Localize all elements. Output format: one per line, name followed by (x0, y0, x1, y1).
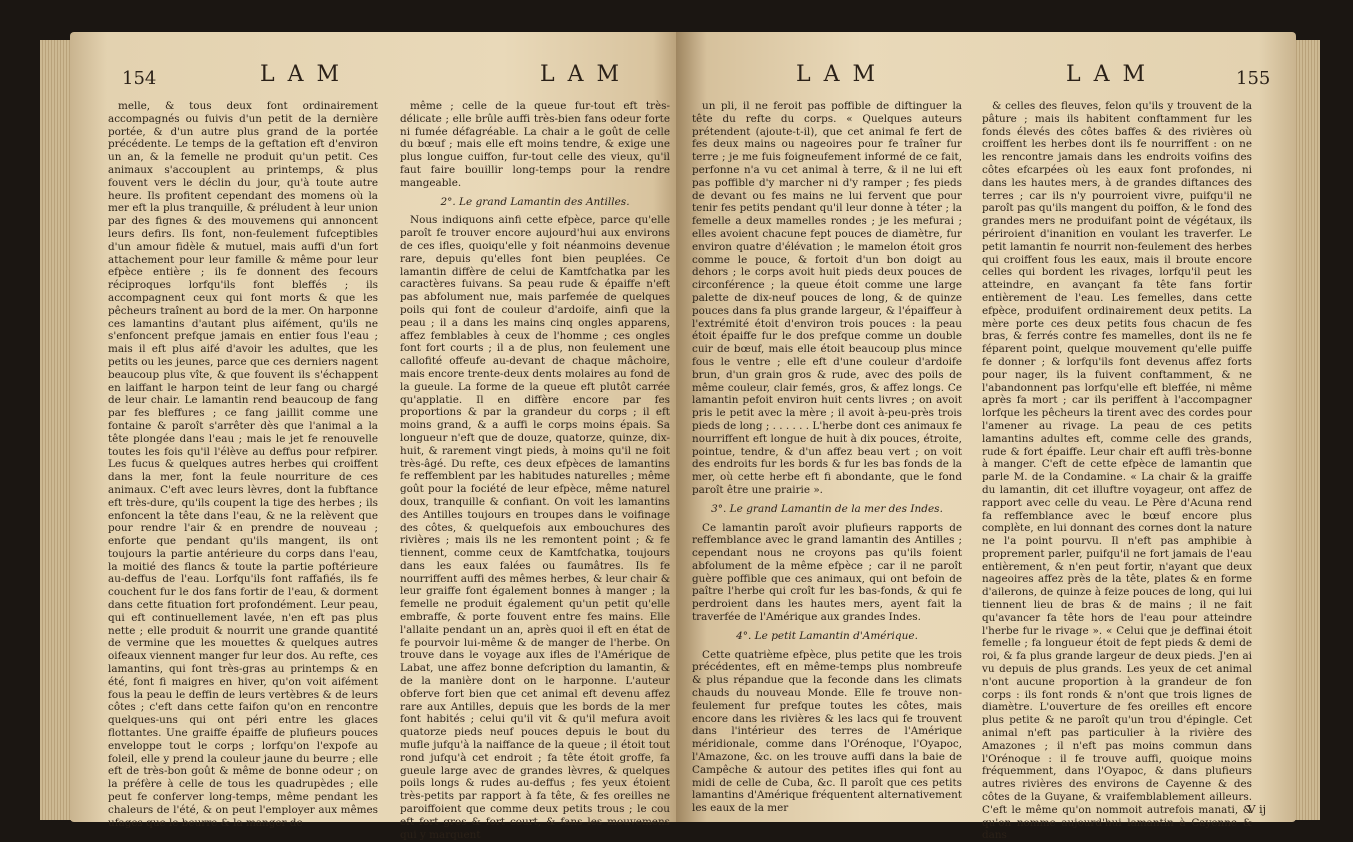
running-head-left: L A M (796, 62, 879, 87)
paragraph: Ce lamantin paroît avoir plufieurs rapports de reffemblance avec le grand lamantin des Antilles ; cependant nous ne croyons pas qu'ils foient abfolument de la même efpèce ; car il ne paroît guère poffible que ces animaux, qui ont befoin de paître l'herbe qui croît fur les bas-fonds, & qui fe perdroient dans les hautes mers, ayent fait la traverfée de l'Amérique aux grandes Indes. (692, 521, 962, 624)
text-column-2 (982, 100, 1252, 842)
section-heading: 3°. Le grand Lamantin de la mer des Indes. (711, 502, 943, 515)
paragraph: melle, & tous deux font ordinairement accompagnés ou fuivis d'un petit de la dernière portée, & d'un autre plus grand de la portée précédente. Le temps de la geftation eft d'environ un an, & la femelle ne produit qu'un petit. Ces animaux s'accouplent au printemps, & plus fouvent vers le déclin du jour, qu'à toute autre heure. Ils profitent cependant des momens où la mer eft la plus tranquille, & préludent à leur union par des fignes & des mouvemens qui annoncent leurs defirs. Ils font, non-feulement fufceptibles d'un amour fidèle & mutuel, mais auffi d'un fort attachement pour leur famille & même pour leur efpèce entière ; ils fe donnent des fecours réciproques lorfqu'ils font bleffés ; ils accompagnent ceux qui font morts & que les pêcheurs traînent au bord de la mer. On harponne ces lamantins d'autant plus aifément, qu'ils ne s'enfoncent prefque jamais en entier fous l'eau ; mais il eft plus aifé d'avoir les adultes, que les petits ou les jeunes, parce que ces derniers nagent beaucoup plus vîte, & que fouvent ils s'échappent en laiffant le harpon teint de leur fang ou chargé de leur chair. Le lamantin rend beaucoup de fang par fes bleffures ; ce fang jaillit comme une fontaine & paroît s'arrêter dès que l'animal a la tête plongée dans l'eau ; mais le jet fe renouvelle toutes les fois qu'il l'élève au deffus pour refpirer. Les fucus & quelques autres herbes qui croiffent dans la mer, font la feule nourriture de ces animaux. C'eft avec leurs lèvres, dont la fubftance eft très-dure, qu'ils coupent la tige des herbes ; ils enfoncent la tête dans l'eau, & ne la relèvent que pour rendre l'air & en prendre de nouveau ; enforte que pendant qu'ils mangent, ils ont toujours la partie antérieure du corps dans l'eau, la moitié des flancs & toute la partie poftérieure au-deffus de l'eau. Lorfqu'ils font raffafiés, ils fe couchent fur le dos fans fortir de l'eau, & dorment dans cette fituation fort profondément. Leur peau, qui eft continuellement lavée, n'en eft pas plus nette ; elle produit & nourrit une grande quantité de vermine que les mouettes & quelques autres oifeaux viennent manger fur leur dos. Au refte, ces lamantins, qui font très-gras au printemps & en été, font fi maigres en hiver, qu'on voit aifément fous la peau le deffin de leurs vertèbres & de leurs côtes ; c'eft dans cette faifon qu'on en rencontre quelques-uns qui ont péri entre les glaces flottantes. Une graiffe épaiffe de plufieurs pouces enveloppe tout le corps ; lorfqu'on l'expofe au foleil, elle y prend la couleur jaune du beurre ; elle eft de très-bon goût & même de bonne odeur ; on la préfère à celle de tous les quadrupèdes ; elle peut fe conferver long-temps, même pendant les chaleurs de l'été, & on peut l'employer aux mêmes ufages que le beurre & la manger de (108, 100, 378, 829)
page-number: 154 (122, 68, 157, 89)
paragraph: même ; celle de la queue fur-tout eft très-délicate ; elle brûle auffi très-bien fans odeur forte ni fumée défagréable. La chair a le goût de celle du bœuf ; mais elle eft moins tendre, & exige une plus longue cuiffon, fur-tout celle des vieux, qu'il faut faire bouillir long-temps pour la rendre mangeable. (400, 100, 670, 189)
text-column-2 (400, 100, 670, 841)
text-column-1 (692, 100, 962, 815)
running-head-right: L A M (1066, 62, 1149, 87)
paragraph: Cette quatrième efpèce, plus petite que les trois précédentes, eft en même-temps plus nombreufe & plus répandue que la feconde dans les climats chauds du nouveau Monde. Elle fe trouve non-feulement fur prefque toutes les côtes, mais encore dans les rivières & les lacs qui fe trouvent dans l'intérieur des terres de l'Amérique méridionale, comme dans l'Orénoque, l'Oyapoc, l'Amazone, &c. on les trouve auffi dans la baie de Campêche & autour des petites ifles qui font au midi de celle de Cuba, &c. Il paroît que ces petits lamantins d'Amérique fréquentent alternativement les eaux de la mer (692, 648, 962, 815)
section-heading: 4°. Le petit Lamantin d'Amérique. (736, 629, 918, 642)
page-number: 155 (1236, 68, 1271, 89)
right-page (676, 32, 1296, 842)
running-head-right: L A M (540, 62, 623, 87)
section-heading: 2°. Le grand Lamantin des Antilles. (440, 195, 630, 208)
signature-mark: V ij (1247, 803, 1266, 816)
open-book (40, 22, 1320, 842)
paragraph: un pli, il ne feroit pas poffible de diftinguer la tête du refte du corps. « Quelques auteurs prétendent (ajoute-t-il), que cet animal fe fert de fes deux mains ou nageoires pour fe traîner fur terre ; je me fuis foigneufement informé de ce fait, perfonne n'a vu cet animal à terre, & il ne lui eft pas poffible d'y marcher ni d'y ramper ; fes pieds de devant ou fes mains ne lui fervent que pour tenir fes petits pendant qu'il leur donne à téter ; la femelle a deux mamelles rondes ; je les mefurai ; elles avoient chacune fept pouces de diamètre, fur environ quatre d'élévation ; le mamelon étoit gros comme le pouce, & fortoit d'un bon doigt au dehors ; le corps avoit huit pieds deux pouces de circonférence ; la queue étoit comme une large palette de dix-neuf pouces de long, & de quinze pouces dans fa plus grande largeur, & l'épaiffeur à l'extrémité étoit d'environ trois pouces : la peau étoit épaiffe fur le dos prefque comme un double cuir de bœuf, mais elle étoit beaucoup plus mince fous le ventre ; elle eft d'une couleur d'ardoife brun, d'un grain gros & rude, avec des poils de même couleur, clair femés, gros, & affez longs. Ce lamantin pefoit environ huit cents livres ; on avoit pris le petit avec la mère ; il avoit à-peu-près trois pieds de long ; . . . . . . L'herbe dont ces animaux fe nourriffent eft longue de huit à dix pouces, étroite, pointue, tendre, & d'un affez beau vert ; on voit des endroits fur les bords & fur les bas fonds de la mer, où cette herbe eft fi abondante, que le fond paroît être une prairie ». (692, 100, 962, 496)
paragraph: & celles des fleuves, felon qu'ils y trouvent de la pâture ; mais ils habitent conftamment fur les fonds élevés des côtes baffes & des rivières où croiffent les herbes dont ils fe nourriffent : on ne les rencontre jamais dans les endroits voifins des côtes efcarpées où les eaux font profondes, ni dans les hautes mers, à de grandes diftances des terres ; car ils n'y pourroient vivre, puifqu'il ne paroît pas qu'ils mangent du poiffon, & le fond des grandes mers ne produifant point de végétaux, ils périroient d'inanition en voulant les traverfer. Le petit lamantin fe nourrit non-feulement des herbes qui croiffent fous les eaux, mais il broute encore celles qui bordent les rivages, lorfqu'il peut les atteindre, en avançant fa tête fans fortir entièrement de l'eau. Les femelles, dans cette efpèce, produifent ordinairement deux petits. La mère porte ces deux petits fous chacun de fes bras, & ferrés contre fes mamelles, dont ils ne fe féparent point, quelque mouvement qu'elle puiffe fe donner ; & lorfqu'ils font devenus affez forts pour nager, ils la fuivent conftamment, & ne l'abandonnent pas lorfqu'elle eft bleffée, ni même après fa mort ; car ils periffent à l'accompagner lorfque les pêcheurs la tirent avec des cordes pour l'amener au rivage. La peau de ces petits lamantins adultes eft, comme celle des grands, rude & fort épaiffe. Leur chair eft auffi très-bonne à manger. C'eft de cette efpèce de lamantin que parle M. de la Condamine. « La chair & la graiffe du lamantin, dit cet illuftre voyageur, ont affez de rapport avec celle du veau. Le Père d'Acuna rend fa reffemblance avec le bœuf encore plus complète, en lui donnant des cornes dont la nature ne l'a point pourvu. Il n'eft pas amphibie à proprement parler, puifqu'il ne fort jamais de l'eau entièrement, & n'en peut fortir, n'ayant que deux nageoires affez près de la tête, plates & en forme d'ailerons, de quinze à feize pouces de long, qui lui tiennent lieu de bras & de mains ; il ne fait qu'avancer fa tête hors de l'eau pour atteindre l'herbe fur le rivage ». « Celui que je deffinai étoit femelle ; fa longueur étoit de fept pieds & demi de roi, & fa plus grande largeur de deux pieds. J'en ai vu depuis de plus grands. Les yeux de cet animal n'ont aucune proportion à la grandeur de fon corps : ils font ronds & n'ont que trois lignes de diamètre. L'ouverture de fes oreilles eft encore plus petite & ne paroît qu'un trou d'épingle. Cet animal n'eft pas particulier à la rivière des Amazones ; il n'eft pas moins commun dans l'Orénoque : il fe trouve auffi, quoique moins fréquemment, dans l'Oyapoc, & dans plufieurs autres rivières des environs de Cayenne & des côtes de la Guyane, & vraifemblablement ailleurs. C'eft le même qu'on nommoit autrefois manati, & qu'on nomme aujourd'hui lamantin à Cayenne & dans (982, 100, 1252, 842)
text-column-1 (108, 100, 378, 829)
running-head-left: L A M (260, 62, 343, 87)
page-edges-left (40, 40, 72, 820)
paragraph: Nous indiquons ainfi cette efpèce, parce qu'elle paroît fe trouver encore aujourd'hui aux environs de ces ifles, quoiqu'elle y foit néanmoins devenue rare, depuis qu'elles font bien peuplées. Ce lamantin diffère de celui de Kamtfchatka par les caractères fuivans. Sa peau rude & épaiffe n'eft pas abfolument nue, mais parfemée de quelques poils qui font de couleur d'ardoife, ainfi que la peau ; il a dans les mains cinq ongles apparens, affez femblables à ceux de l'homme ; ces ongles font fort courts ; il a de plus, non feulement une callofité offeufe au-devant de chaque mâchoire, mais encore trente-deux dents molaires au fond de la gueule. La forme de la queue eft plutôt carrée qu'applatie. Il en diffère encore par fes proportions & par la grandeur du corps ; il eft moins grand, & a auffi le corps moins épais. Sa longueur n'eft que de douze, quatorze, quinze, dix-huit, & rarement vingt pieds, à moins qu'il ne foit très-âgé. Du refte, ces deux efpèces de lamantins fe reffemblent par les habitudes naturelles ; même goût pour la fociété de leur efpèce, même naturel doux, tranquille & confiant. On voit les lamantins des Antilles toujours en troupes dans le voifinage des côtes, & quelquefois aux embouchures des rivières ; mais ils ne les remontent point ; & fe tiennent, comme ceux de Kamtfchatka, toujours dans les eaux falées ou faumâtres. Ils fe nourriffent auffi des mêmes herbes, & leur chair & leur graiffe font également bonnes à manger ; la femelle ne produit également qu'un petit qu'elle embraffe, & porte fouvent entre fes mains. Elle l'allaite pendant un an, après quoi il eft en état de fe pourvoir lui-même & de manger de l'herbe. On trouve dans le voyage aux ifles de l'Amérique de Labat, une affez bonne defcription du lamantin, & de la manière dont on le harponne. L'auteur obferve fort bien que cet animal eft devenu affez rare aux Antilles, depuis que les bords de la mer font habités ; celui qu'il vit & qu'il mefura avoit quatorze pieds neuf pouces depuis le bout du mufle jufqu'à la naiffance de la queue ; il étoit tout rond jufqu'à cet endroit ; fa tête étoit groffe, fa gueule large avec de grandes lèvres, & quelques poils longs & rudes au-deffus ; fes yeux étoient très-petits par rapport à fa tête, & fes oreilles ne paroiffoient que comme deux petits trous ; le cou eft fort gros & fort court, & fans les mouvemens qui y marquent (400, 214, 670, 841)
left-page (70, 32, 690, 841)
